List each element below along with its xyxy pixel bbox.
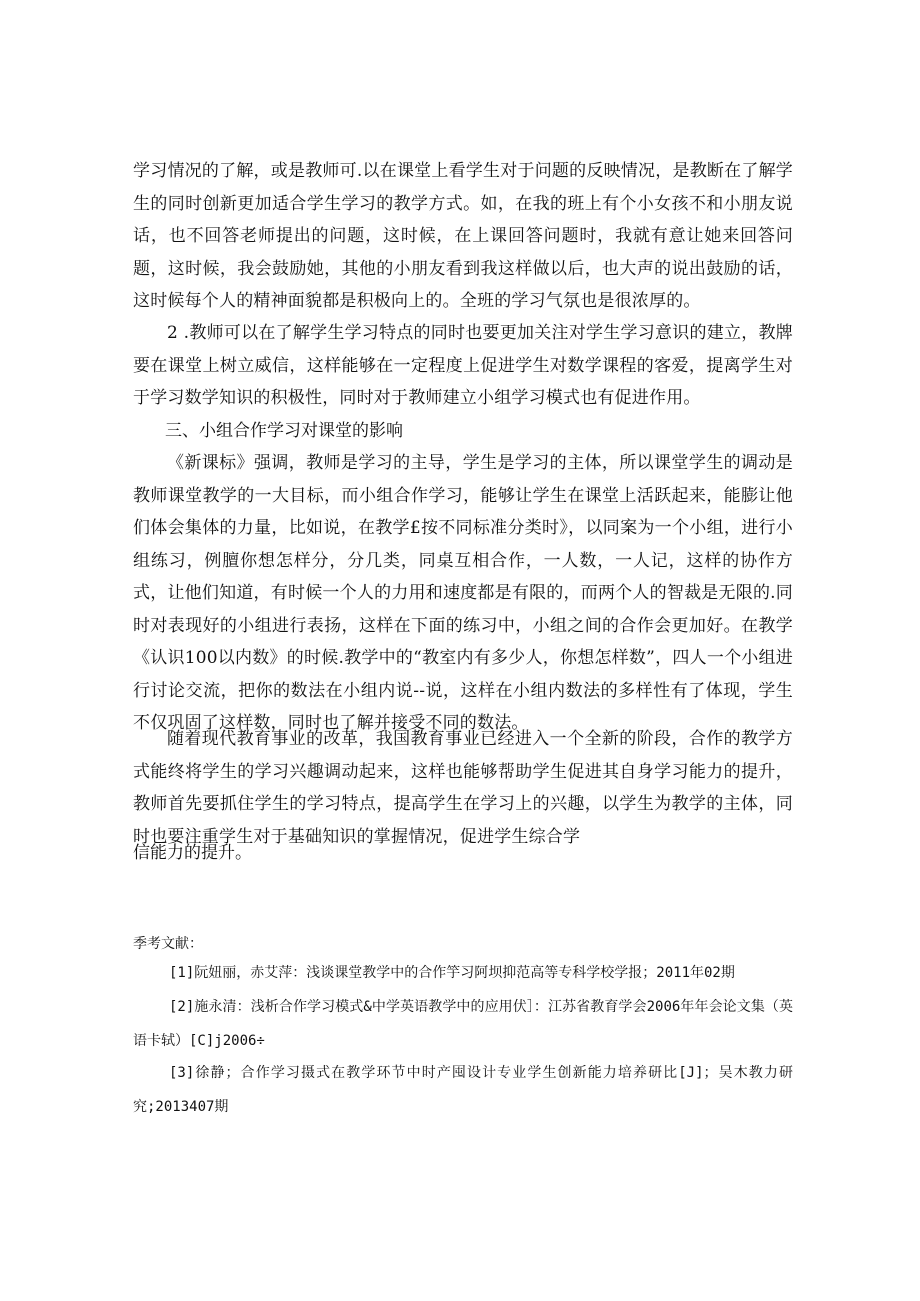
references-title: 季考文献： (133, 936, 203, 952)
body-paragraph-2: 2 .教师可以在了解学生学习特点的同时也要更加关注对学生学习意识的建立，教牌要在课堂上树立威信，这样能够在一定程度上促进学生对数学课程的客爱，提离学生对于学习数学知识的积极性，同时对于教师建立小组学习模式也有促进作用。 (133, 323, 793, 408)
reference-item-3: [3]徐静；合作学习摄式在教学环节中时产囤设计专业学生创新能力培养研比[J]；吴木教力研究;2013407期 (133, 1065, 793, 1115)
body-paragraph-1: 学习情况的了解，或是教师可.以在课堂上看学生对于问题的反映情况，是教断在了解学生的同时创新更加适合学生学习的教学方式。如，在我的班上有个小女孩不和小朋友说话，也不回答老师提出的问题，这时候，在上课回答问题时，我就有意让她来回答问题，这时候，我会鼓励她，其他的小朋友看到我这样做以后，也大声的说出鼓励的话，这时候每个人的精神面貌都是积极向上的。全班的学习气氛也是很浓厚的。 (133, 161, 793, 311)
reference-item-2: [2]施永清：浅析合作学习模式&中学英语教学中的应用伏］：江苏省教育学会2006年年会论文集（英语卡轼）[C]j2006÷ (133, 999, 793, 1049)
body-paragraph-4: 随着现代教育事业的改革，我国教育事业已经进入一个全新的阶段，合作的教学方式能终将学生的学习兴趣调动起来，这样也能够帮助学生促进其自身学习能力的提升，教师首先要抓住学生的学习特点，提高学生在学习上的兴趣，以学生为教学的主体，同时也要注重学生对于基础知识的掌握情况，促进学生综合学 (133, 729, 793, 847)
section-heading-3: 三、小组合作学习对课堂的影响 (165, 421, 403, 441)
body-paragraph-4-tail: 信能力的提升。 (133, 843, 252, 863)
body-paragraph-3: 《新课标》强调，教师是学习的主导，学生是学习的主体，所以课堂学生的调动是教师课堂教学的一大目标，而小组合作学习，能够让学生在课堂上活跃起来，能膨让他们体会集体的力量，比如说，在教学£按不同标准分类时》，以同案为一个小组，进行小组练习，例膻你想怎样分，分几类，同桌互相合作，一人数，一人记，这样的协作方式，让他们知道，有时候一个人的力用和速度都是有限的，而两个人的智裁是无限的.同时对表现好的小组进行表扬，这样在下面的练习中，小组之间的合作会更加好。在教学《认识100以内数》的时候.教学中的“教室内有多少人，你想怎样数”，四人一个小组进行讨论交流，把你的数法在小组内说--说，这样在小组内数法的多样性有了体现，学生不仅巩固了这样数，同时也了解并接受不同的数法。 (133, 453, 793, 733)
reference-item-1: [1]阮妞丽，赤艾萍：浅谈课堂教学中的合作竽习阿坝抑范高等专科学校学报；2011年02期 (169, 965, 735, 981)
